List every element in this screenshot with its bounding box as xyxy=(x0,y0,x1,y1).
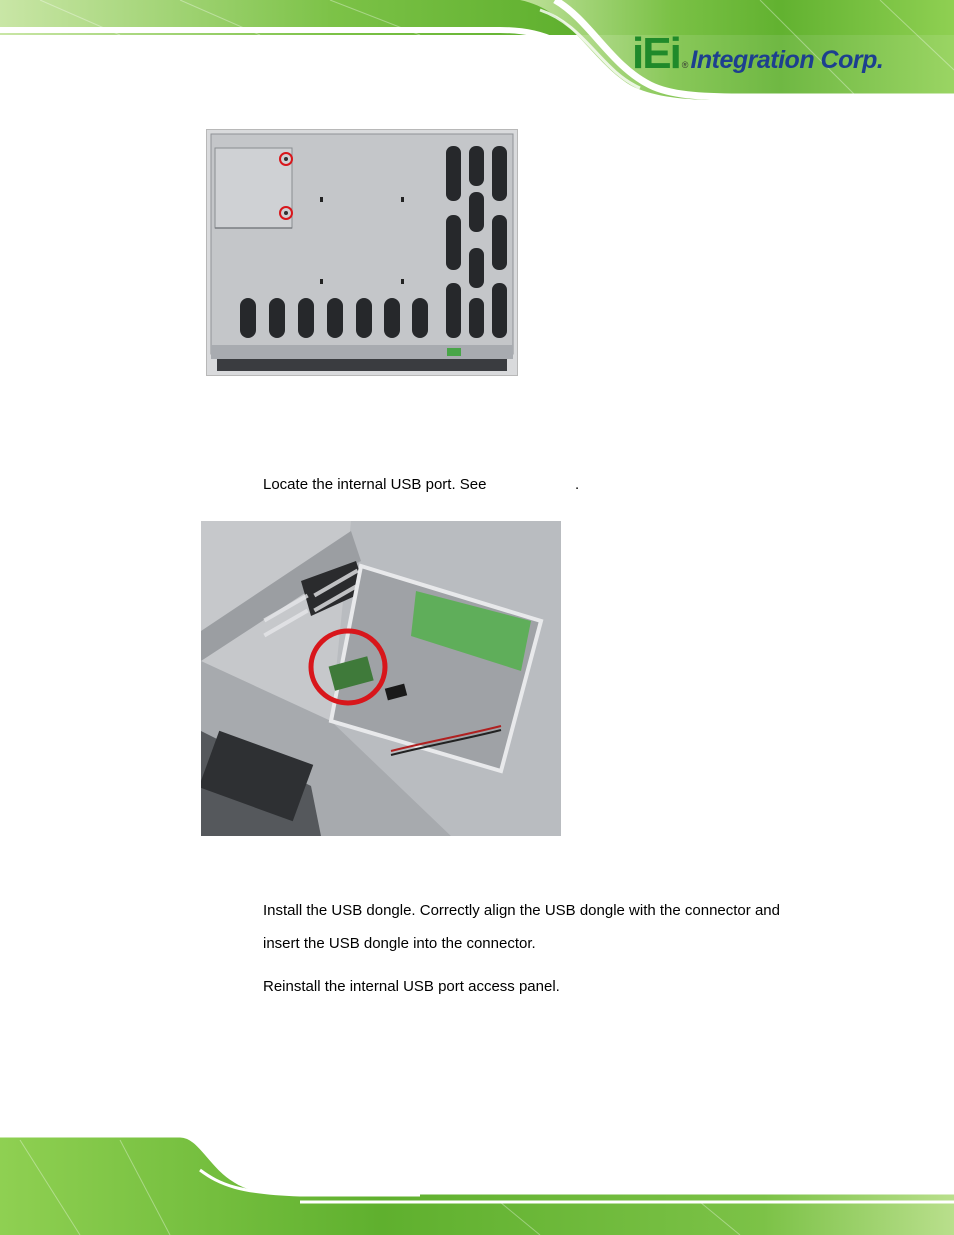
internal-usb-port-photo xyxy=(201,521,561,836)
locate-usb-port-step xyxy=(263,476,486,494)
reinstall-panel-step: Reinstall the internal USB port access panel. xyxy=(263,978,560,995)
footer-banner xyxy=(0,1130,954,1235)
company-logo xyxy=(632,29,884,78)
logo-registered-mark: ® xyxy=(681,60,689,70)
install-dongle-step-line-2: insert the USB dongle into the connector. xyxy=(263,935,536,952)
locate-step-period: . xyxy=(575,476,580,493)
locate-step-text: Locate the internal USB port. See xyxy=(263,476,487,493)
logo-mark: iEi xyxy=(632,29,680,78)
rear-panel-photo xyxy=(206,129,518,376)
logo-company-name: Integration Corp. xyxy=(690,46,884,74)
install-dongle-step-line-1: Install the USB dongle. Correctly align the USB dongle with the connector and xyxy=(263,902,780,919)
